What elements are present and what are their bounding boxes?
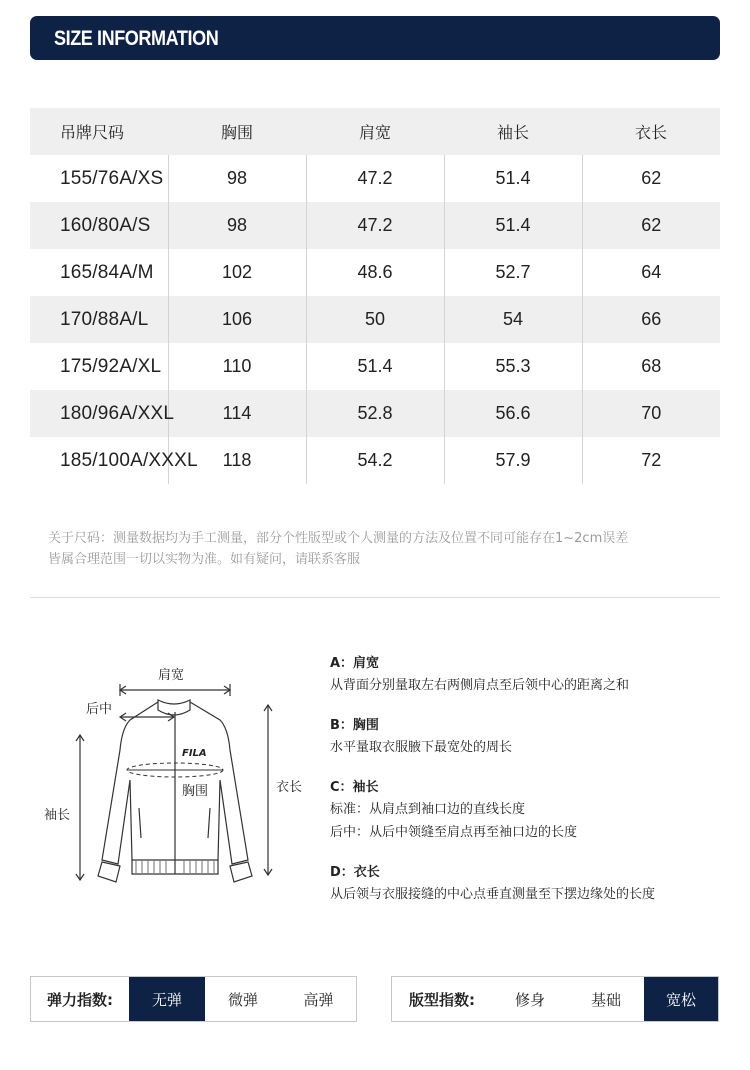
table-cell: 54.2 bbox=[306, 437, 444, 484]
fit-option-slim[interactable]: 修身 bbox=[514, 990, 545, 1009]
definition-heading: D：衣长 bbox=[330, 865, 380, 880]
elasticity-label: 弹力指数: bbox=[47, 990, 113, 1009]
table-cell: 62 bbox=[582, 155, 720, 202]
table-cell: 160/80A/S bbox=[60, 214, 151, 236]
table-cell: 110 bbox=[168, 343, 306, 390]
table-cell: 106 bbox=[168, 296, 306, 343]
definition-length bbox=[330, 863, 730, 906]
table-cell: 165/84A/M bbox=[60, 261, 154, 283]
table-cell: 114 bbox=[168, 390, 306, 437]
elasticity-option-slight[interactable]: 微弹 bbox=[227, 990, 258, 1009]
table-cell: 51.4 bbox=[306, 343, 444, 390]
definition-text: 水平量取衣服腋下最宽处的周长 bbox=[330, 740, 513, 755]
table-cell: 70 bbox=[582, 390, 720, 437]
column-header: 袖长 bbox=[496, 123, 529, 142]
table-row bbox=[30, 249, 720, 296]
table-cell: 102 bbox=[168, 249, 306, 296]
table-cell: 98 bbox=[168, 155, 306, 202]
definition-text: 从后领与衣服接缝的中心点垂直测量至下摆边缘处的长度 bbox=[330, 887, 656, 902]
table-cell: 180/96A/XXL bbox=[60, 402, 175, 424]
column-header: 吊牌尺码 bbox=[60, 123, 125, 142]
size-table bbox=[30, 108, 720, 484]
note-line: 关于尺码：测量数据均为手工测量，部分个性版型或个人测量的方法及位置不同可能存在1~2cm误差 bbox=[48, 531, 629, 546]
definition-text: 标准：从肩点到袖口边的直线长度 bbox=[330, 802, 526, 817]
table-cell: 52.8 bbox=[306, 390, 444, 437]
definition-heading: C：袖长 bbox=[330, 780, 379, 795]
table-row bbox=[30, 390, 720, 437]
table-cell: 175/92A/XL bbox=[60, 355, 162, 377]
table-row bbox=[30, 155, 720, 202]
table-cell: 155/76A/XS bbox=[60, 167, 164, 189]
table-cell: 47.2 bbox=[306, 202, 444, 249]
table-cell: 72 bbox=[582, 437, 720, 484]
table-cell: 57.9 bbox=[444, 437, 582, 484]
elasticity-index bbox=[30, 976, 357, 1022]
definition-shoulder bbox=[330, 654, 730, 697]
fit-option-loose[interactable]: 宽松 bbox=[644, 977, 718, 1021]
table-cell: 185/100A/XXXL bbox=[60, 449, 198, 471]
definition-text: 后中：从后中领缝至肩点再至袖口边的长度 bbox=[330, 825, 578, 840]
divider bbox=[30, 597, 720, 598]
table-cell: 98 bbox=[168, 202, 306, 249]
fila-logo: FILA bbox=[182, 748, 207, 759]
definition-heading: B：胸围 bbox=[330, 718, 379, 733]
table-cell: 51.4 bbox=[444, 202, 582, 249]
table-cell: 66 bbox=[582, 296, 720, 343]
table-cell: 51.4 bbox=[444, 155, 582, 202]
fit-label: 版型指数: bbox=[409, 990, 475, 1009]
definition-chest bbox=[330, 716, 730, 759]
section-title: SIZE INFORMATION bbox=[54, 27, 219, 50]
section-header bbox=[30, 16, 720, 60]
table-cell: 118 bbox=[168, 437, 306, 484]
table-cell: 56.6 bbox=[444, 390, 582, 437]
table-cell: 50 bbox=[306, 296, 444, 343]
chest-label: 胸围 bbox=[182, 784, 209, 799]
table-row bbox=[30, 202, 720, 249]
table-cell: 170/88A/L bbox=[60, 308, 149, 330]
table-row bbox=[30, 437, 720, 484]
table-cell: 47.2 bbox=[306, 155, 444, 202]
table-cell: 62 bbox=[582, 202, 720, 249]
column-header: 肩宽 bbox=[358, 123, 391, 142]
measurement-diagram bbox=[40, 650, 320, 910]
back-center-label: 后中 bbox=[86, 702, 113, 717]
body-length-label: 衣长 bbox=[276, 780, 303, 795]
definition-text: 从背面分别量取左右两侧肩点至后领中心的距离之和 bbox=[330, 678, 630, 693]
measurement-note bbox=[48, 528, 728, 570]
definition-sleeve bbox=[330, 778, 730, 844]
note-line: 皆属合理范围一切以实物为准。如有疑问，请联系客服 bbox=[48, 552, 361, 567]
sleeve-length-label: 袖长 bbox=[44, 808, 71, 823]
table-cell: 52.7 bbox=[444, 249, 582, 296]
table-header-row bbox=[30, 108, 720, 155]
definition-heading: A：肩宽 bbox=[330, 656, 380, 671]
table-cell: 54 bbox=[444, 296, 582, 343]
elasticity-option-none[interactable]: 无弹 bbox=[129, 977, 205, 1021]
table-cell: 55.3 bbox=[444, 343, 582, 390]
fit-option-regular[interactable]: 基础 bbox=[590, 990, 621, 1009]
table-row bbox=[30, 343, 720, 390]
table-cell: 48.6 bbox=[306, 249, 444, 296]
fit-index bbox=[391, 976, 719, 1022]
measurement-definitions bbox=[330, 654, 730, 925]
table-row bbox=[30, 296, 720, 343]
table-cell: 64 bbox=[582, 249, 720, 296]
shoulder-label: 肩宽 bbox=[158, 668, 185, 683]
elasticity-option-high[interactable]: 高弹 bbox=[303, 990, 334, 1009]
column-header: 衣长 bbox=[634, 123, 667, 142]
table-cell: 68 bbox=[582, 343, 720, 390]
column-header: 胸围 bbox=[220, 123, 253, 142]
